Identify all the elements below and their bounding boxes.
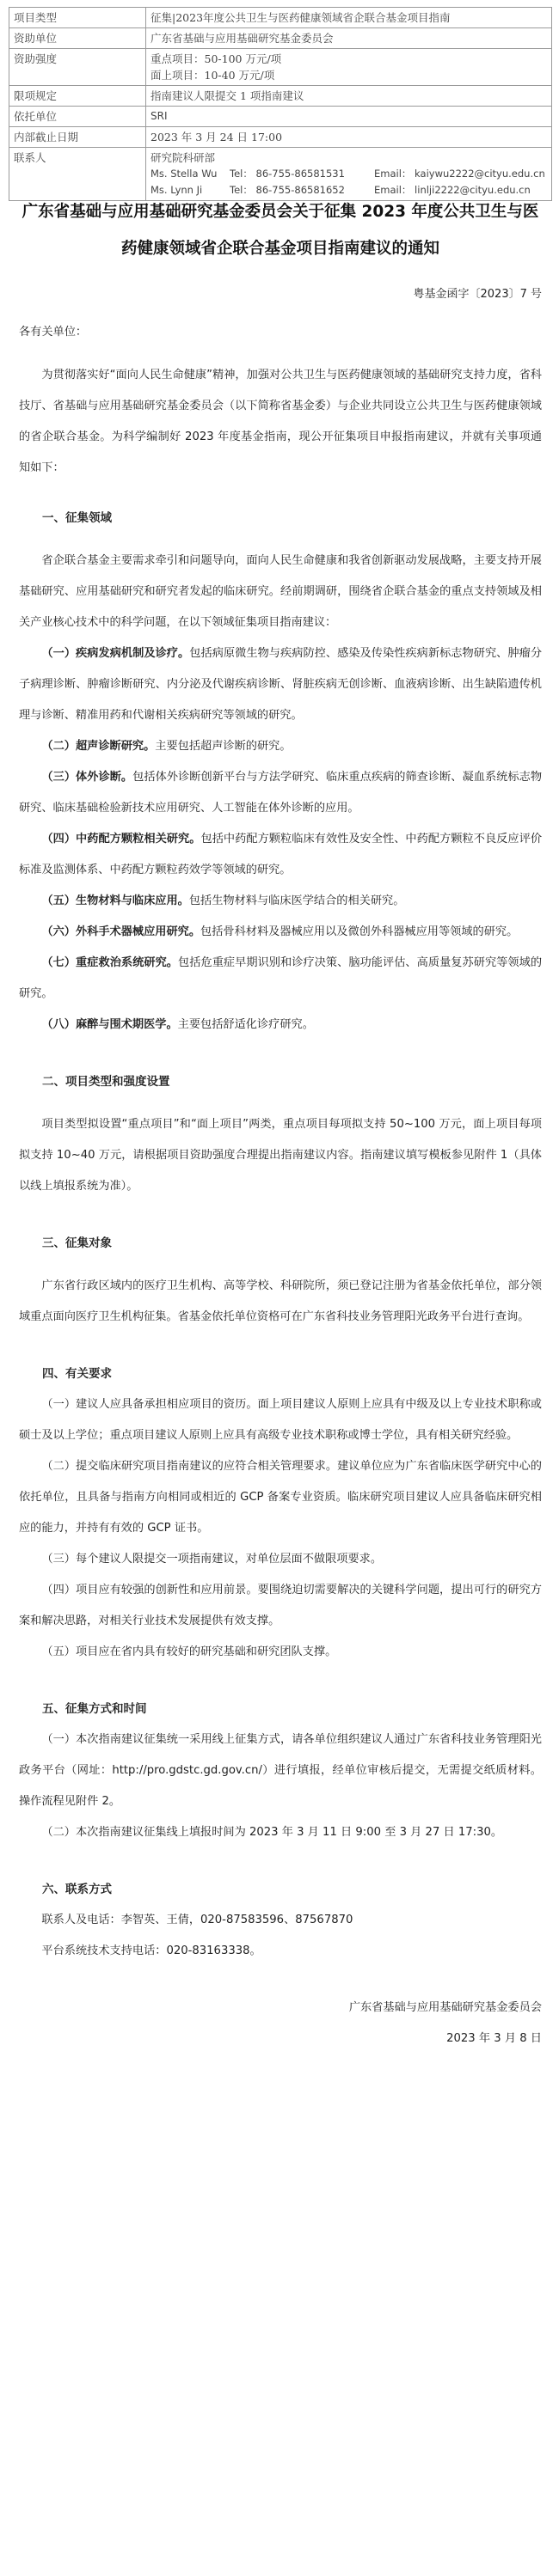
table-row [9, 107, 552, 127]
list-item [19, 731, 542, 762]
salutation: 各有关单位： [19, 326, 88, 339]
project-type-value: 征集|2023年度公共卫生与医药健康领域省企联合基金项目指南 [146, 8, 552, 28]
list-item [19, 638, 542, 731]
list-item [19, 917, 542, 948]
notice-body [19, 193, 542, 2054]
item-heading: （四）中药配方颗粒相关研究。 [41, 833, 201, 845]
table-row [9, 8, 552, 28]
item-heading: （五）生物材料与临床应用。 [41, 894, 189, 907]
list-item [19, 886, 542, 917]
tech-support: 平台系统技术支持电话：020-83163338。 [41, 1944, 261, 1957]
item-heading: （七）重症救治系统研究。 [41, 956, 179, 969]
document-number: 粤基金函字〔2023〕7 号 [413, 288, 542, 301]
item-heading: （二）超声诊断研究。 [41, 740, 156, 753]
section-5-heading: 五、征集方式和时间 [42, 1702, 147, 1716]
notice-title: 广东省基础与应用基础研究基金委员会关于征集 2023 年度公共卫生与医药健康领域省企联合基金项目指南建议的通知 [22, 203, 539, 258]
funder-value: 广东省基础与应用基础研究基金委员会 [146, 28, 552, 49]
contact-2-email[interactable]: Email： linlji2222@cityu.edu.cn [374, 184, 531, 196]
section-6-heading: 六、联系方式 [42, 1883, 112, 1896]
deadline-label: 内部截止日期 [9, 127, 146, 148]
limit-label: 限项规定 [9, 86, 146, 107]
item-heading: （一）疾病发病机制及诊疗。 [41, 647, 190, 660]
list-item: （二）提交临床研究项目指南建议的应符合相关管理要求。建议单位应为广东省临床医学研究中心的依托单位，且具备与指南方向相同或相近的 GCP 备案专业资质。临床研究项目建议人应具备临床研究相应的能力，并持有有效的 GCP 证书。 [19, 1460, 542, 1535]
list-item [19, 1010, 542, 1041]
item-body: 包括生物材料与临床医学结合的相关研究。 [188, 894, 405, 907]
project-type-label: 项目类型 [9, 8, 146, 28]
list-item [19, 762, 542, 824]
list-item: （一）建议人应具备承担相应项目的资历。面上项目建议人原则上应具有中级及以上专业技术职称或硕士及以上学位；重点项目建议人原则上应具有高级专业技术职称或博士学位，具有相关研究经验。 [19, 1398, 542, 1442]
table-row [9, 127, 552, 148]
funding-value [146, 49, 552, 86]
section-3-heading: 三、征集对象 [42, 1236, 112, 1250]
deadline-value: 2023 年 3 月 24 日 17:00 [146, 127, 552, 148]
item-body: 包括体外诊断创新平台与方法学研究、临床重点疾病的筛查诊断、凝血系统标志物研究、临床基础检验新技术应用研究、人工智能在体外诊断的应用。 [19, 771, 543, 815]
contact-2-name: Ms. Lynn Ji [150, 184, 203, 196]
org-label: 依托单位 [9, 107, 146, 127]
item-body: 主要包括超声诊断的研究。 [155, 740, 292, 753]
org-value: SRI [146, 107, 552, 127]
contact-persons: 联系人及电话：李智英、王倩，020-87583596、87567870 [41, 1914, 353, 1926]
contact-dept: 研究院科研部 [150, 151, 216, 164]
item-body: 包括病原微生物与疾病防控、感染及传染性疾病新标志物研究、肿瘤分子病理诊断、肿瘤诊断研究、内分泌及代谢疾病诊断、肾脏疾病无创诊断、血液病诊断、出生缺陷遗传机理与诊断、精准用药和代谢相关疾病研究等领域的研究。 [19, 647, 543, 722]
item-body: 包括骨科材料及器械应用以及微创外科器械应用等领域的研究。 [200, 925, 519, 938]
list-item: （三）每个建议人限提交一项指南建议，对单位层面不做限项要求。 [41, 1553, 383, 1566]
list-item: （一）本次指南建议征集统一采用线上征集方式，请各单位组织建议人通过广东省科技业务管理阳光政务平台（网址：http://pro.gdstc.gd.gov.cn/）进行填报，经单位审核后提交，无需提交纸质材料。操作流程见附件 2。 [19, 1733, 542, 1808]
contact-label: 联系人 [9, 148, 146, 201]
section-4-heading: 四、有关要求 [42, 1367, 112, 1381]
project-info-table [9, 7, 552, 201]
contact-2-tel: Tel： 86-755-86581652 [230, 184, 345, 196]
list-item [19, 824, 542, 886]
contact-1-tel: Tel： 86-755-86581531 [230, 168, 345, 180]
funding-general-project: 面上项目：10-40 万元/项 [150, 69, 275, 82]
item-body: 包括中药配方颗粒临床有效性及安全性、中药配方颗粒不良反应评价标准及监测体系、中药配方颗粒药效学等领域的研究。 [19, 833, 543, 876]
issue-date: 2023 年 3 月 8 日 [446, 2032, 542, 2045]
limit-value: 指南建议人限提交 1 项指南建议 [146, 86, 552, 107]
table-row [9, 49, 552, 86]
item-body: 主要包括舒适化诊疗研究。 [177, 1018, 314, 1031]
table-row [9, 86, 552, 107]
intro-paragraph: 为贯彻落实好“面向人民生命健康”精神，加强对公共卫生与医药健康领域的基础研究支持力度，省科技厅、省基础与应用基础研究基金委员会（以下简称省基金委）与企业共同设立公共卫生与医药健康领域的省企联合基金。为科学编制好 2023 年度基金指南，现公开征集项目申报指南建议，并就有关事项通知如下： [19, 369, 542, 474]
item-heading: （三）体外诊断。 [41, 771, 133, 784]
item-body: 包括危重症早期识别和诊疗决策、脑功能评估、高质量复苏研究等领域的研究。 [19, 956, 543, 1000]
item-heading: （六）外科手术器械应用研究。 [41, 925, 201, 938]
section-1-heading: 一、征集领域 [42, 511, 112, 525]
contact-1-email[interactable]: Email： kaiywu2222@cityu.edu.cn [374, 168, 545, 180]
table-row [9, 28, 552, 49]
item-heading: （八）麻醉与围术期医学。 [41, 1018, 178, 1031]
funding-label: 资助强度 [9, 49, 146, 86]
section-3-body: 广东省行政区域内的医疗卫生机构、高等学校、科研院所，须已登记注册为省基金依托单位，部分领域重点面向医疗卫生机构征集。省基金依托单位资格可在广东省科技业务管理阳光政务平台进行查询。 [19, 1279, 542, 1323]
contact-1 [150, 166, 547, 182]
section-2-body: 项目类型拟设置“重点项目”和“面上项目”两类，重点项目每项拟支持 50~100 万元，面上项目每项拟支持 10~40 万元，请根据项目资助强度合理提出指南建议内容。指南建议填写模板参见附件 1（具体以线上填报系统为准）。 [19, 1118, 542, 1193]
list-item: （四）项目应有较强的创新性和应用前景。要围绕迫切需要解决的关键科学问题，提出可行的研究方案和解决思路，对相关行业技术发展提供有效支撑。 [19, 1584, 542, 1627]
contact-1-name: Ms. Stella Wu [150, 168, 218, 180]
section-2-heading: 二、项目类型和强度设置 [42, 1075, 170, 1089]
funder-label: 资助单位 [9, 28, 146, 49]
funding-key-project: 重点项目：50-100 万元/项 [150, 52, 282, 65]
signer: 广东省基础与应用基础研究基金委员会 [348, 2001, 542, 2014]
list-item: （五）项目应在省内具有较好的研究基础和研究团队支撑。 [41, 1645, 337, 1658]
section-1-intro: 省企联合基金主要需求牵引和问题导向，面向人民生命健康和我省创新驱动发展战略，主要支持开展基础研究、应用基础研究和研究者发起的临床研究。经前期调研，围绕省企联合基金的重点支持领域及相关产业核心技术中的科学问题，在以下领域征集项目指南建议： [19, 554, 542, 629]
list-item: （二）本次指南建议征集线上填报时间为 2023 年 3 月 11 日 9:00 至 3 月 27 日 17:30。 [41, 1826, 503, 1839]
list-item [19, 948, 542, 1010]
